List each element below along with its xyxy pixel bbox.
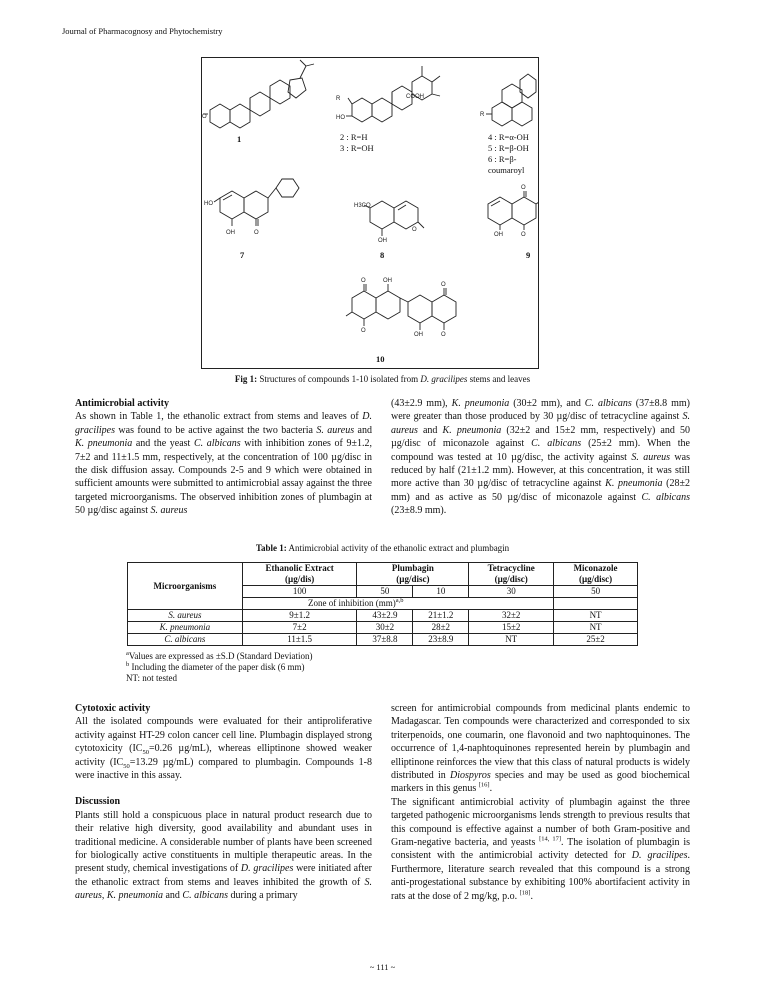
compound-label-7: 7 xyxy=(240,250,245,260)
atom-o-label: O xyxy=(361,328,366,334)
atom-o-label: O xyxy=(441,332,446,338)
structures-figure xyxy=(201,57,539,369)
table-cell: 30 xyxy=(469,586,554,598)
atom-h3co-label: H3CO xyxy=(354,203,371,209)
page-number: ~ 111 ~ xyxy=(369,962,396,972)
antimicrobial-section-right xyxy=(391,397,690,518)
antimicrobial-section-left xyxy=(75,397,372,518)
atom-oh-label: OH xyxy=(226,230,235,236)
header-miconazole: Miconazole (µg/disc) xyxy=(554,563,638,586)
footnote-a: $^a$Values are expressed as ±S.D (Standard Deviation) xyxy=(126,650,313,661)
atom-oh-label: OH xyxy=(414,332,423,338)
atom-ho-label: HO xyxy=(336,115,345,121)
table-cell: 100 xyxy=(242,586,357,598)
header-tetracycline: Tetracycline (µg/disc) xyxy=(469,563,554,586)
chemical-structures-drawing xyxy=(202,58,538,368)
figure-caption: Fig 1: Structures of compounds 1-10 isolated from D. gracilipes stems and leaves xyxy=(234,374,531,384)
table-footnotes xyxy=(126,651,526,684)
atom-oh-label: OH xyxy=(494,232,503,238)
zone-label-cell: Zone of inhibition (mm)$^{a,b}$ xyxy=(242,598,468,610)
section-heading: Discussion xyxy=(75,796,121,808)
footnote-b: $^b$ Including the diameter of the paper disk (6 mm) xyxy=(126,661,305,672)
section-heading: Antimicrobial activity xyxy=(75,398,169,409)
table-row: K. pneumonia 7±2 30±2 28±2 15±2 NT xyxy=(128,622,638,634)
table-caption: Table 1: Antimicrobial activity of the ethanolic extract and plumbagin xyxy=(255,543,510,553)
section-heading: Cytotoxic activity xyxy=(75,703,151,714)
table-cell: 50 xyxy=(357,586,413,598)
atom-o-label: O xyxy=(521,232,526,238)
discussion-paragraph-2: screen for antimicrobial compounds from medicinal plants endemic to Madagascar. Ten compounds were characterized and corresponded to six triterpenoids, one coumarin, one flavonoid and two naphtoquinones. The occurrence of 1,4-naphtoquinones represented herein by plumbagin and elliptinone reinforces the view that this class of natural products is widely distributed in Diospyros species and may be used as good biochemical markers in this genus [16]. xyxy=(391,703,690,795)
compound-label-10: 10 xyxy=(376,354,385,364)
atom-o-label: O xyxy=(441,282,446,288)
antimicrobial-paragraph-1: As shown in Table 1, the ethanolic extract from stems and leaves of D. gracilipes was found to be active against the two bacteria S. aureus and K. pneumonia and the yeast C. albicans with inhibition zones of 9±1.2, 7±2 and 11±1.5 mm, respectively, at the concentration of 100 µg/disc in the disk diffusion assay. Compounds 2-5 and 9 which were obtained in sufficient amounts were submitted to antimicrobial assay against the three targeted microorganisms. The observed inhibition zones of plumbagin at 50 µg/disc against S. aureus xyxy=(75,411,372,517)
table-cell: 10 xyxy=(413,586,469,598)
cytotoxic-paragraph: All the isolated compounds were evaluated for their antiproliferative activity against HT-29 colon cancer cell line. Plumbagin displayed strong cytotoxicity ($IC_{50}=0.26$ µg/mL), whereas elliptinone showed weaker activity ($IC_{50}=13.29$ µg/mL) compared to plumbagin. Compounds 1-8 were inactive in this assay. xyxy=(75,716,373,782)
atom-r-label: R xyxy=(336,96,341,102)
atom-cooh-label: COOH xyxy=(406,94,424,100)
table-row: C. albicans 11±1.5 37±8.8 23±8.9 NT 25±2 xyxy=(128,634,638,646)
lower-left-column xyxy=(75,702,372,903)
atom-o-label: O xyxy=(361,278,366,284)
atom-o-label: O xyxy=(202,114,207,120)
atom-oh-label: OH xyxy=(378,238,387,244)
atom-ho-label: HO xyxy=(204,201,213,207)
atom-o-label: O xyxy=(412,227,417,233)
footnote-nt: NT: not tested xyxy=(126,673,178,683)
discussion-paragraph-1: Plants still hold a conspicuous place in natural product research due to their relative high diversity, good availability and abundant uses in traditional medicine. A considerable number of plants have been screened for biologically active constituents in multiple therapeutic areas. In the present study, chemical investigations of D. gracilipes were initiated after the ethanolic extract from stems and leaves inhibited the growth of S. aureus, K. pneumonia and C. albicans during a primary xyxy=(75,809,373,902)
antimicrobial-paragraph-2: (43±2.9 mm), K. pneumonia (30±2 mm), and C. albicans (37±8.8 mm) were greater than those produced by 30 µg/disc of tetracycline against S. aureus and K. pneumonia (32±2 and 15±2 mm, respectively) and 50 µg/disc of miconazole against C. albicans (25±2 mm). When the compound was tested at 10 µg/disc, the activity against S. aureus was reduced by half (21±1.2 mm). However, at this concentration, it was still more active than 30 µg/disc of tetracycline against K. pneumonia (28±2 mm) and as active as 50 µg/disc of miconazole against C. albicans (23±8.9 mm). xyxy=(391,398,691,517)
header-microorganisms: Microorganisms xyxy=(128,563,243,610)
compound-label-8: 8 xyxy=(380,250,385,260)
lower-right-column xyxy=(391,702,690,903)
atom-o-label: O xyxy=(521,185,526,191)
header-ethanolic: Ethanolic Extract (µg/dis) xyxy=(242,563,357,586)
table-row: S. aureus 9±1.2 43±2.9 21±1.2 32±2 NT xyxy=(128,610,638,622)
header-plumbagin: Plumbagin (µg/disc) xyxy=(357,563,469,586)
antimicrobial-table xyxy=(127,562,638,646)
atom-r-label: R xyxy=(480,112,485,118)
compound-label-9: 9 xyxy=(526,250,531,260)
compound-label-2-3: 2 : R=H 3 : R=OH xyxy=(340,132,374,153)
atom-oh-label: OH xyxy=(383,278,392,284)
compound-label-4-6: 4 : R=α-OH 5 : R=β-OH 6 : R=β-coumaroyl xyxy=(488,132,529,175)
table-cell: 50 xyxy=(554,586,638,598)
atom-o-label: O xyxy=(254,230,259,236)
compound-label-1: 1 xyxy=(237,134,242,144)
table-header-row xyxy=(128,563,638,586)
discussion-paragraph-3: The significant antimicrobial activity of plumbagin against the three targeted pathogenic microorganisms lends strength to previous results that this compound is effective against a number of both Gram-positive and Gram-negative bacteria, and yeasts [14, 17]. The isolation of plumbagin is consistent with the antimicrobial activity detected for D. gracilipes. Furthermore, literature search revealed that this compound is a strong anti-progestational substance by exhibiting 100% abortifacient activity in rats at the dose of 2 mg/kg, p.o. [18]. xyxy=(391,796,690,902)
journal-header: Journal of Pharmacognosy and Phytochemistry xyxy=(62,26,223,36)
